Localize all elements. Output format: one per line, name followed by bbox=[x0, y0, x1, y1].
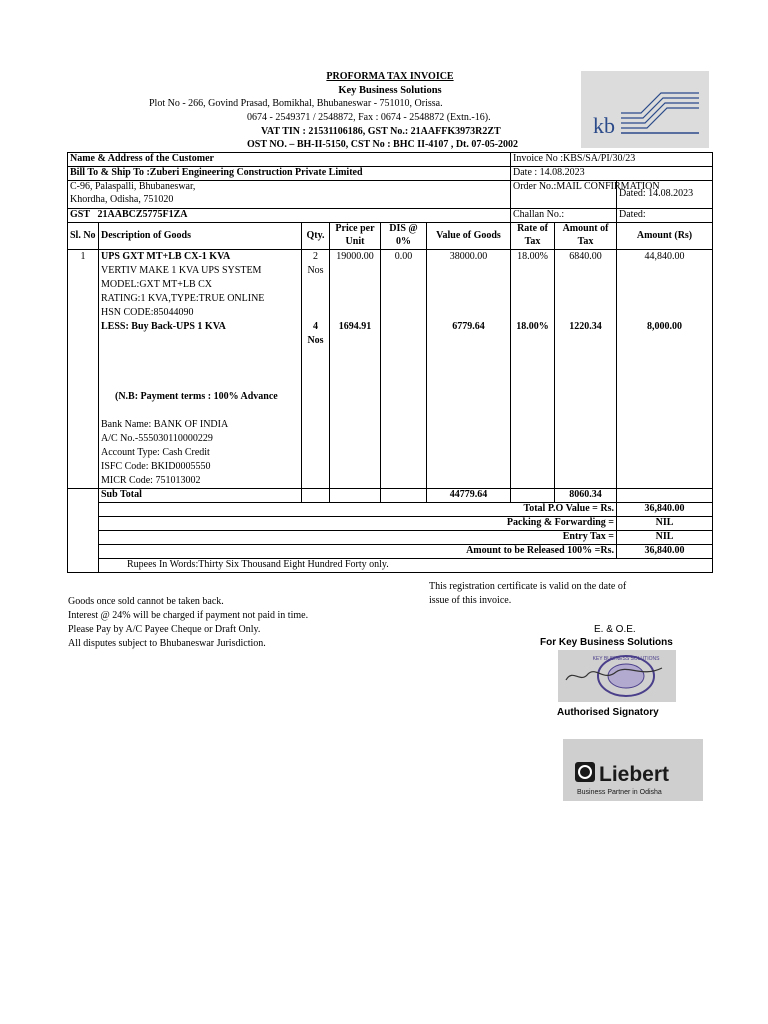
item-line4: HSN CODE:85044090 bbox=[101, 307, 194, 318]
for-company: For Key Business Solutions bbox=[540, 637, 673, 648]
column-header-row bbox=[68, 223, 713, 250]
item-tax1: 6840.00 bbox=[569, 251, 602, 262]
item-line1: VERTIV MAKE 1 KVA UPS SYSTEM bbox=[101, 265, 262, 276]
item-qty2-unit: Nos bbox=[307, 335, 324, 346]
item-value2: 6779.64 bbox=[452, 321, 485, 332]
invoice-table bbox=[67, 152, 713, 573]
stamp-icon bbox=[558, 650, 676, 702]
entry-tax-label: Entry Tax = bbox=[99, 530, 617, 544]
customer-address-line2: Khordha, Odisha, 751020 bbox=[70, 193, 174, 205]
item-dis-cell bbox=[381, 250, 427, 489]
item-line2: MODEL:GXT MT+LB CX bbox=[101, 279, 213, 290]
packing-value: NIL bbox=[617, 516, 713, 530]
col-dis-1: DIS @ bbox=[389, 223, 418, 234]
item-value1: 38000.00 bbox=[449, 251, 488, 262]
col-dis-2: 0% bbox=[396, 235, 411, 247]
item-dis1: 0.00 bbox=[394, 251, 413, 262]
company-logo bbox=[581, 71, 709, 148]
stamp-text: KEY BUSINESS SOLUTIONS bbox=[592, 656, 660, 662]
item-price1: 19000.00 bbox=[336, 251, 374, 262]
item-sl-cell bbox=[68, 250, 99, 489]
item-row bbox=[68, 250, 713, 489]
kb-logo-icon bbox=[581, 71, 709, 148]
bank-isfc: ISFC Code: BKID0005550 bbox=[101, 461, 211, 472]
customer-address-line1: C-96, Palaspalli, Bhubaneswar, bbox=[70, 181, 196, 192]
po-value: 36,840.00 bbox=[617, 502, 713, 516]
col-qty: Qty. bbox=[302, 223, 330, 250]
col-price bbox=[330, 223, 381, 250]
words-row bbox=[68, 558, 713, 572]
bank-account-type: Account Type: Cash Credit bbox=[101, 447, 210, 458]
invoice-number: Invoice No :KBS/SA/PI/30/23 bbox=[511, 153, 713, 167]
challan-dated: Dated: bbox=[617, 209, 713, 223]
eoe: E. & O.E. bbox=[594, 624, 636, 635]
invoice-date: Date : 14.08.2023 bbox=[511, 167, 713, 181]
entry-tax-row bbox=[68, 530, 713, 544]
col-amt-tax-1: Amount of bbox=[562, 223, 609, 234]
item-qty1-unit: Nos bbox=[307, 265, 324, 276]
item-amount1: 44,840.00 bbox=[644, 251, 685, 262]
company-name: Key Business Solutions bbox=[338, 85, 442, 96]
item-qty-cell bbox=[302, 250, 330, 489]
item-desc-cell bbox=[99, 250, 302, 489]
subtotal-value: 44779.64 bbox=[427, 489, 511, 503]
col-rate bbox=[511, 223, 555, 250]
col-rate-2: Tax bbox=[524, 235, 541, 247]
col-desc: Description of Goods bbox=[99, 223, 302, 250]
packing-row bbox=[68, 516, 713, 530]
order-number: Order No.:MAIL CONFIRMATION bbox=[511, 181, 617, 209]
bank-name: Bank Name: BANK OF INDIA bbox=[101, 419, 229, 430]
terms-line3: Please Pay by A/C Payee Cheque or Draft Only. bbox=[68, 624, 261, 635]
terms-line1: Goods once sold cannot be taken back. bbox=[68, 596, 224, 607]
po-value-row bbox=[68, 502, 713, 516]
subtotal-row bbox=[68, 489, 713, 503]
signature-stamp bbox=[558, 650, 676, 702]
item-qty1: 2 bbox=[313, 251, 318, 262]
liebert-tag: Business Partner in Odisha bbox=[577, 789, 662, 796]
company-ost: OST NO. – BH-II-5150, CST No : BHC II-4107 , Dt. 07-05-2002 bbox=[247, 139, 519, 150]
terms bbox=[68, 595, 308, 651]
item-amount2: 8,000.00 bbox=[647, 321, 682, 332]
bill-to: Bill To & Ship To :Zuberi Engineering Construction Private Limited bbox=[68, 167, 511, 181]
item-tax-cell bbox=[555, 250, 617, 489]
company-vat: VAT TIN : 21531106186, GST No.: 21AAFFK3973R2ZT bbox=[261, 126, 501, 137]
order-dated: Dated: 14.08.2023 bbox=[617, 181, 713, 209]
item-buyback: LESS: Buy Back-UPS 1 KVA bbox=[101, 321, 226, 332]
item-rate1: 18.00% bbox=[517, 251, 548, 262]
col-price-2: Unit bbox=[345, 235, 365, 247]
amount-in-words: Rupees In Words:Thirty Six Thousand Eight Hundred Forty only. bbox=[99, 558, 713, 572]
item-price-cell bbox=[330, 250, 381, 489]
payment-note: (N.B: Payment terms : 100% Advance bbox=[115, 391, 278, 402]
packing-label: Packing & Forwarding = bbox=[99, 516, 617, 530]
company-phone: 0674 - 2549371 / 2548872, Fax : 0674 - 2548872 (Extn.-16). bbox=[247, 112, 491, 123]
gst-value: 21AABCZ5775F1ZA bbox=[97, 209, 188, 220]
item-line3: RATING:1 KVA,TYPE:TRUE ONLINE bbox=[101, 293, 265, 304]
logo-text: kb bbox=[593, 113, 615, 138]
gst-label: GST bbox=[70, 209, 91, 220]
company-address: Plot No - 266, Govind Prasad, Bomikhal, Bhubaneswar - 751010, Orissa. bbox=[149, 98, 443, 109]
certificate-note bbox=[429, 580, 626, 608]
invoice-title: PROFORMA TAX INVOICE bbox=[326, 71, 454, 82]
release-label: Amount to be Released 100% =Rs. bbox=[99, 544, 617, 558]
col-amount: Amount (Rs) bbox=[617, 223, 713, 250]
col-sl: Sl. No bbox=[68, 223, 99, 250]
bank-account: A/C No.-555030110000229 bbox=[101, 433, 213, 444]
subtotal-tax: 8060.34 bbox=[555, 489, 617, 503]
bank-micr: MICR Code: 751013002 bbox=[101, 475, 201, 486]
item-price2: 1694.91 bbox=[338, 321, 372, 332]
liebert-logo bbox=[563, 739, 703, 801]
liebert-name: Liebert bbox=[599, 763, 670, 786]
col-value: Value of Goods bbox=[427, 223, 511, 250]
release-row bbox=[68, 544, 713, 558]
item-sl: 1 bbox=[80, 251, 86, 262]
item-rate-cell bbox=[511, 250, 555, 489]
col-price-1: Price per bbox=[335, 223, 375, 234]
customer-gst bbox=[68, 209, 511, 223]
item-value-cell bbox=[427, 250, 511, 489]
customer-label: Name & Address of the Customer bbox=[68, 153, 511, 167]
col-dis bbox=[381, 223, 427, 250]
item-qty2: 4 bbox=[313, 321, 318, 332]
po-value-label: Total P.O Value = Rs. bbox=[99, 502, 617, 516]
col-rate-1: Rate of bbox=[517, 223, 548, 234]
challan-number: Challan No.: bbox=[511, 209, 617, 223]
certificate-line1: This registration certificate is valid on the date of bbox=[429, 581, 627, 592]
subtotal-label: Sub Total bbox=[99, 489, 302, 503]
release-value: 36,840.00 bbox=[617, 544, 713, 558]
terms-line2: Interest @ 24% will be charged if payment not paid in time. bbox=[68, 610, 309, 621]
customer-address bbox=[68, 181, 511, 209]
col-amt-tax-2: Tax bbox=[577, 235, 594, 247]
entry-tax-value: NIL bbox=[617, 530, 713, 544]
terms-line4: All disputes subject to Bhubaneswar Jurisdiction. bbox=[68, 638, 266, 649]
item-amount-cell bbox=[617, 250, 713, 489]
authorised-signatory: Authorised Signatory bbox=[557, 707, 659, 718]
col-amt-tax bbox=[555, 223, 617, 250]
item-tax2: 1220.34 bbox=[569, 321, 602, 332]
certificate-line2: issue of this invoice. bbox=[429, 595, 512, 606]
item-rate2: 18.00% bbox=[516, 321, 549, 332]
liebert-logo-icon bbox=[563, 739, 703, 801]
item-name: UPS GXT MT+LB CX-1 KVA bbox=[101, 251, 231, 262]
